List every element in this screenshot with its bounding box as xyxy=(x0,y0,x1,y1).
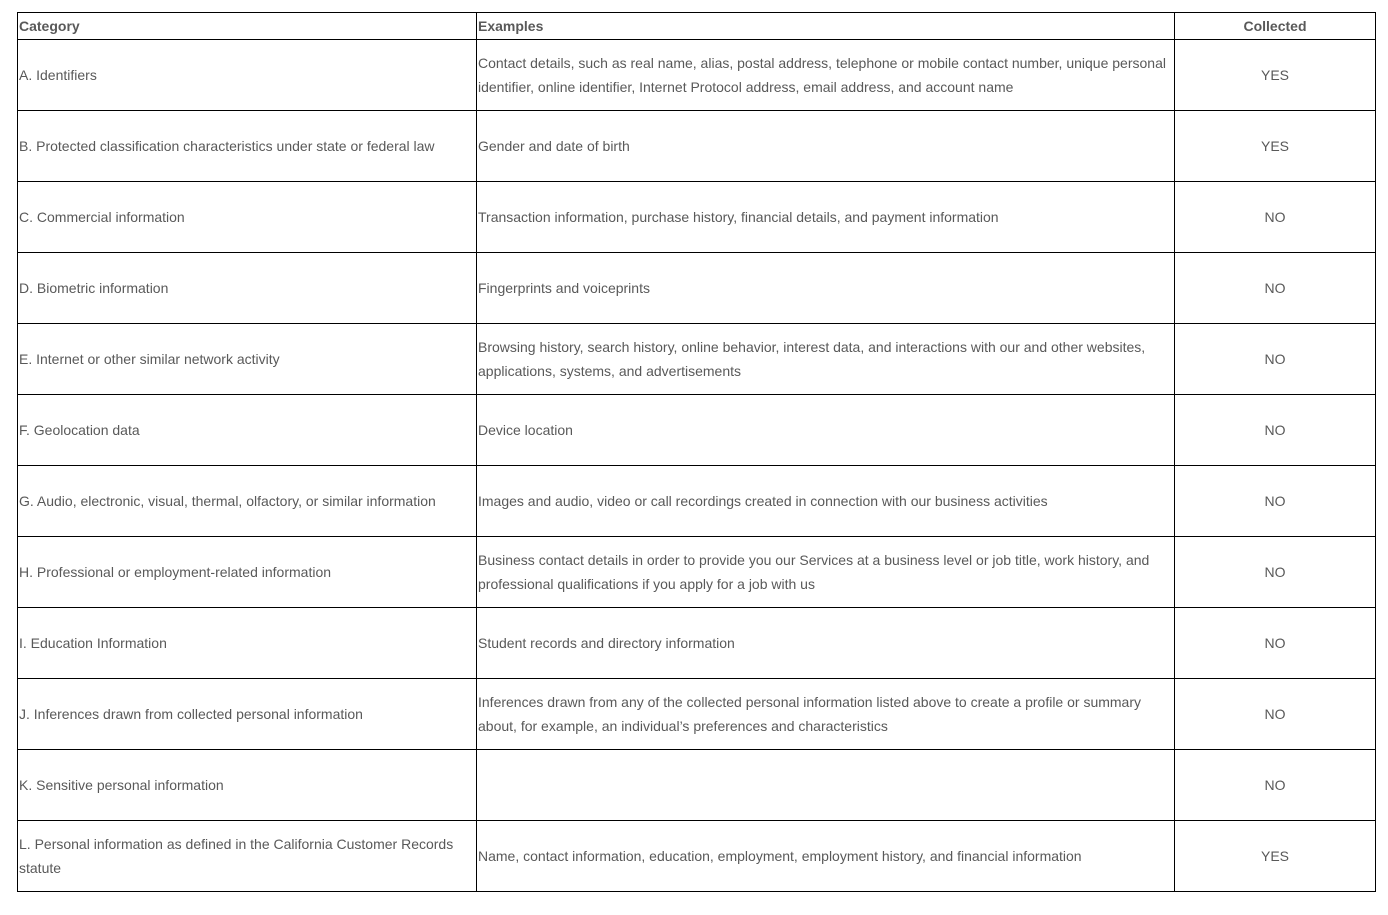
table-row xyxy=(18,253,1376,324)
row-collected: NO xyxy=(1175,608,1376,679)
table-row xyxy=(18,608,1376,679)
row-category: B. Protected classification characteristics under state or federal law xyxy=(18,111,477,182)
row-examples: Browsing history, search history, online behavior, interest data, and interactions with our and other websites, applications, systems, and advertisements xyxy=(477,324,1175,395)
row-examples: Contact details, such as real name, alias, postal address, telephone or mobile contact number, unique personal identifier, online identifier, Internet Protocol address, email address, and account name xyxy=(477,40,1175,111)
row-examples: Student records and directory information xyxy=(477,608,1175,679)
header-category: Category xyxy=(18,13,477,40)
row-category: A. Identifiers xyxy=(18,40,477,111)
row-collected: NO xyxy=(1175,750,1376,821)
row-category: J. Inferences drawn from collected personal information xyxy=(18,679,477,750)
row-collected: NO xyxy=(1175,253,1376,324)
row-collected: YES xyxy=(1175,111,1376,182)
table-header xyxy=(18,13,1376,40)
table-row xyxy=(18,750,1376,821)
row-collected: NO xyxy=(1175,537,1376,608)
table-row xyxy=(18,324,1376,395)
header-examples: Examples xyxy=(477,13,1175,40)
row-category: C. Commercial information xyxy=(18,182,477,253)
row-category: D. Biometric information xyxy=(18,253,477,324)
table-row xyxy=(18,395,1376,466)
row-collected: YES xyxy=(1175,821,1376,892)
row-category: I. Education Information xyxy=(18,608,477,679)
table-row xyxy=(18,821,1376,892)
row-collected: NO xyxy=(1175,324,1376,395)
header-collected: Collected xyxy=(1175,13,1376,40)
row-collected: NO xyxy=(1175,182,1376,253)
table-row xyxy=(18,466,1376,537)
personal-information-table xyxy=(17,12,1376,892)
row-examples: Inferences drawn from any of the collected personal information listed above to create a profile or summary about, for example, an individual’s preferences and characteristics xyxy=(477,679,1175,750)
row-category: H. Professional or employment-related information xyxy=(18,537,477,608)
row-examples: Fingerprints and voiceprints xyxy=(477,253,1175,324)
row-category: G. Audio, electronic, visual, thermal, olfactory, or similar information xyxy=(18,466,477,537)
row-collected: NO xyxy=(1175,395,1376,466)
row-category: L. Personal information as defined in the California Customer Records statute xyxy=(18,821,477,892)
row-category: F. Geolocation data xyxy=(18,395,477,466)
row-category: K. Sensitive personal information xyxy=(18,750,477,821)
row-category: E. Internet or other similar network activity xyxy=(18,324,477,395)
row-examples: Business contact details in order to provide you our Services at a business level or job title, work history, and professional qualifications if you apply for a job with us xyxy=(477,537,1175,608)
table-row xyxy=(18,40,1376,111)
row-examples: Images and audio, video or call recordings created in connection with our business activities xyxy=(477,466,1175,537)
row-examples: Device location xyxy=(477,395,1175,466)
row-examples: Transaction information, purchase history, financial details, and payment information xyxy=(477,182,1175,253)
row-examples: Name, contact information, education, employment, employment history, and financial information xyxy=(477,821,1175,892)
table-header-row xyxy=(18,13,1376,40)
row-collected: NO xyxy=(1175,679,1376,750)
table-body xyxy=(18,40,1376,892)
table-row xyxy=(18,111,1376,182)
table-row xyxy=(18,679,1376,750)
row-examples: Gender and date of birth xyxy=(477,111,1175,182)
row-collected: YES xyxy=(1175,40,1376,111)
table-row xyxy=(18,537,1376,608)
row-collected: NO xyxy=(1175,466,1376,537)
table-row xyxy=(18,182,1376,253)
row-examples xyxy=(477,750,1175,821)
